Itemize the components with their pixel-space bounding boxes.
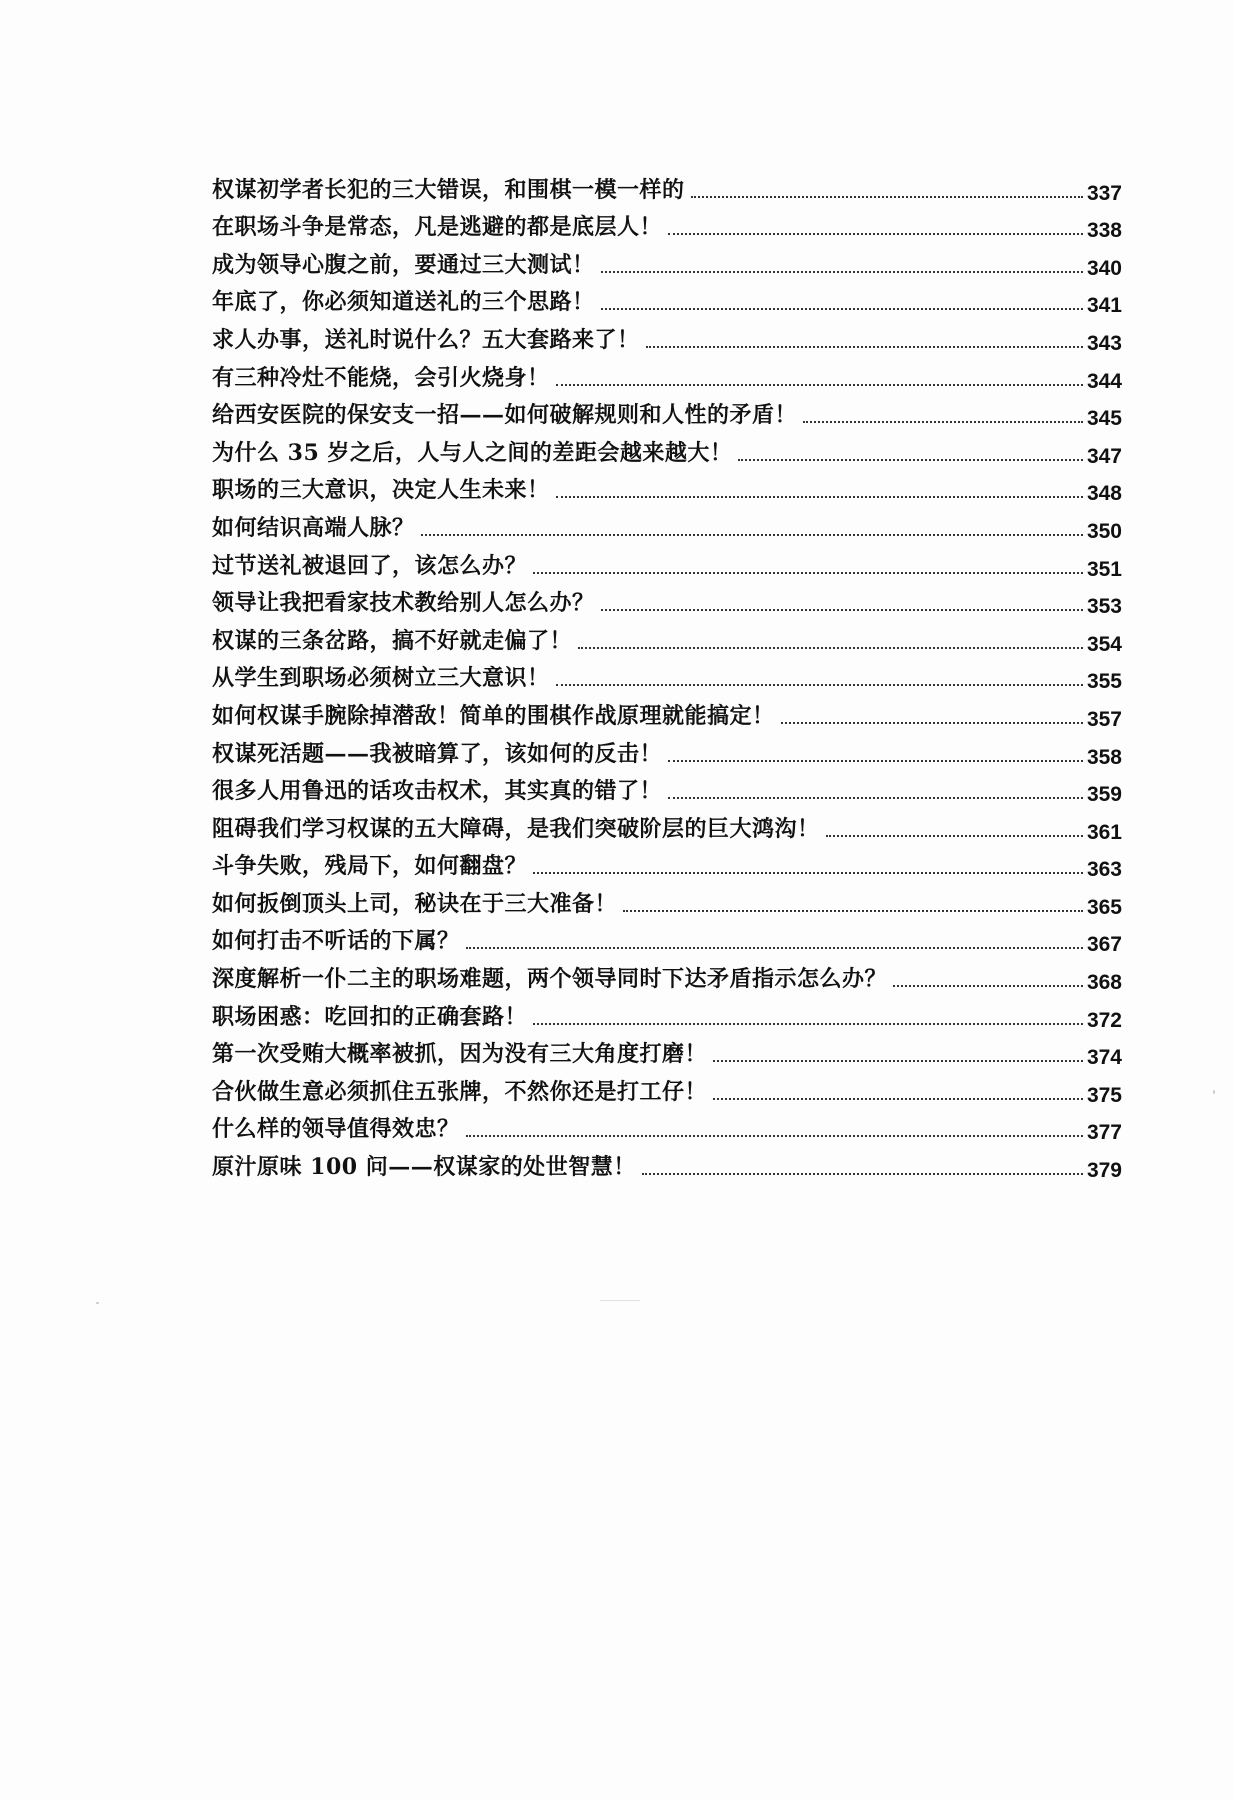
dot-leader [893,985,1083,987]
toc-entry-title: 权谋死活题——我被暗算了，该如何的反击！ [212,740,663,767]
toc-entry-title: 年底了，你必须知道送礼的三个思路！ [212,289,595,316]
toc-entry-title: 职场的三大意识，决定人生未来！ [212,477,550,504]
toc-entry-page-number: 340 [1086,256,1122,280]
toc-entry-title: 斗争失败，残局下，如何翻盘？ [212,853,528,880]
toc-entry-page-number: 365 [1086,895,1122,919]
toc-entry-title: 第一次受贿大概率被抓，因为没有三大角度打磨！ [212,1041,708,1068]
toc-entry [212,204,1122,242]
toc-entry-page-number: 361 [1086,820,1122,844]
toc-entry-page-number: 353 [1086,595,1122,619]
toc-entry [212,504,1122,542]
toc-entry-title: 权谋的三条岔路，搞不好就走偏了！ [212,627,573,654]
table-of-contents [212,166,1122,1181]
toc-entry-page-number: 372 [1086,1008,1122,1032]
dot-leader [466,947,1083,949]
toc-entry-page-number: 354 [1086,632,1122,656]
toc-entry-page-number: 363 [1086,858,1122,882]
toc-entry-title: 给西安医院的保安支一招——如何破解规则和人性的矛盾！ [212,402,798,429]
toc-entry-page-number: 359 [1086,783,1122,807]
toc-entry [212,1143,1122,1181]
dot-leader [533,1023,1083,1025]
dot-leader [713,1060,1083,1062]
dot-leader [713,1098,1083,1100]
toc-entry-title: 为什么 35 岁之后，人与人之间的差距会越来越大！ [212,439,733,466]
toc-entry-page-number: 337 [1086,181,1122,205]
dot-leader [781,722,1083,724]
toc-entry [212,655,1122,693]
toc-entry-title: 如何权谋手腕除掉潜敌！简单的围棋作战原理就能搞定！ [212,702,775,729]
toc-entry-page-number: 347 [1086,444,1122,468]
dot-leader [646,346,1083,348]
dot-leader [421,534,1083,536]
toc-entry [212,993,1122,1031]
dot-leader [533,572,1083,574]
scan-speck [1213,1090,1215,1094]
dot-leader [466,1135,1083,1137]
toc-entry-page-number: 368 [1086,971,1122,995]
toc-entry-page-number: 348 [1086,482,1122,506]
toc-entry [212,580,1122,618]
toc-entry-title: 如何扳倒顶头上司，秘诀在于三大准备！ [212,890,618,917]
toc-entry-title: 如何结识高端人脉？ [212,514,415,541]
dot-leader [601,308,1083,310]
dot-leader [556,684,1083,686]
toc-entry [212,1031,1122,1069]
toc-entry-title: 在职场斗争是常态，凡是逃避的都是底层人！ [212,214,663,241]
toc-entry [212,354,1122,392]
toc-entry [212,617,1122,655]
toc-entry-page-number: 375 [1086,1083,1122,1107]
toc-entry-title: 如何打击不听话的下属？ [212,928,460,955]
toc-entry-page-number: 357 [1086,707,1122,731]
toc-entry-page-number: 341 [1086,294,1122,318]
toc-entry-page-number: 345 [1086,407,1122,431]
dot-leader [803,421,1083,423]
toc-entry [212,768,1122,806]
toc-entry-title: 成为领导心腹之前，要通过三大测试！ [212,251,595,278]
dot-leader [556,496,1083,498]
toc-entry [212,730,1122,768]
toc-entry [212,880,1122,918]
toc-entry [212,429,1122,467]
toc-entry [212,316,1122,354]
toc-entry-page-number: 338 [1086,219,1122,243]
toc-entry [212,843,1122,881]
dot-leader [691,196,1083,198]
dot-leader [826,835,1083,837]
toc-entry-title: 过节送礼被退回了，该怎么办？ [212,552,528,579]
toc-entry [212,467,1122,505]
toc-entry-page-number: 355 [1086,670,1122,694]
dot-leader [642,1173,1083,1175]
toc-entry [212,805,1122,843]
toc-entry [212,1106,1122,1144]
toc-entry-page-number: 379 [1086,1159,1122,1183]
toc-entry-page-number: 374 [1086,1046,1122,1070]
toc-entry-title: 合伙做生意必须抓住五张牌，不然你还是打工仔！ [212,1078,708,1105]
toc-entry-page-number: 351 [1086,557,1122,581]
toc-entry-title: 原汁原味 100 问——权谋家的处世智慧！ [212,1154,636,1181]
toc-entry [212,542,1122,580]
toc-entry [212,279,1122,317]
dot-leader [556,384,1083,386]
toc-entry-title: 有三种冷灶不能烧，会引火烧身！ [212,364,550,391]
toc-entry [212,392,1122,430]
toc-entry-title: 阻碍我们学习权谋的五大障碍，是我们突破阶层的巨大鸿沟！ [212,815,820,842]
toc-entry [212,166,1122,204]
toc-entry [212,692,1122,730]
scan-speck [600,1300,640,1301]
dot-leader [601,609,1083,611]
dot-leader [578,647,1083,649]
dot-leader [738,459,1083,461]
dot-leader [533,872,1083,874]
toc-entry [212,955,1122,993]
toc-entry-title: 从学生到职场必须树立三大意识！ [212,665,550,692]
toc-entry-page-number: 358 [1086,745,1122,769]
scan-speck [96,1302,99,1304]
toc-entry [212,918,1122,956]
toc-entry-title: 权谋初学者长犯的三大错误，和围棋一模一样的 [212,176,685,203]
dot-leader [668,760,1083,762]
toc-entry-page-number: 343 [1086,331,1122,355]
toc-entry-title: 很多人用鲁迅的话攻击权术，其实真的错了！ [212,778,663,805]
toc-entry-page-number: 367 [1086,933,1122,957]
toc-entry-title: 领导让我把看家技术教给别人怎么办？ [212,590,595,617]
dot-leader [668,233,1083,235]
dot-leader [623,910,1083,912]
toc-entry [212,1068,1122,1106]
toc-entry-page-number: 377 [1086,1121,1122,1145]
toc-entry-title: 职场困惑：吃回扣的正确套路！ [212,1003,528,1030]
dot-leader [601,271,1083,273]
toc-entry-title: 深度解析一仆二主的职场难题，两个领导同时下达矛盾指示怎么办？ [212,966,888,993]
dot-leader [668,797,1083,799]
toc-entry-page-number: 350 [1086,519,1122,543]
toc-entry-page-number: 344 [1086,369,1122,393]
toc-entry-title: 求人办事，送礼时说什么？五大套路来了！ [212,326,640,353]
toc-entry [212,241,1122,279]
toc-entry-title: 什么样的领导值得效忠？ [212,1116,460,1143]
